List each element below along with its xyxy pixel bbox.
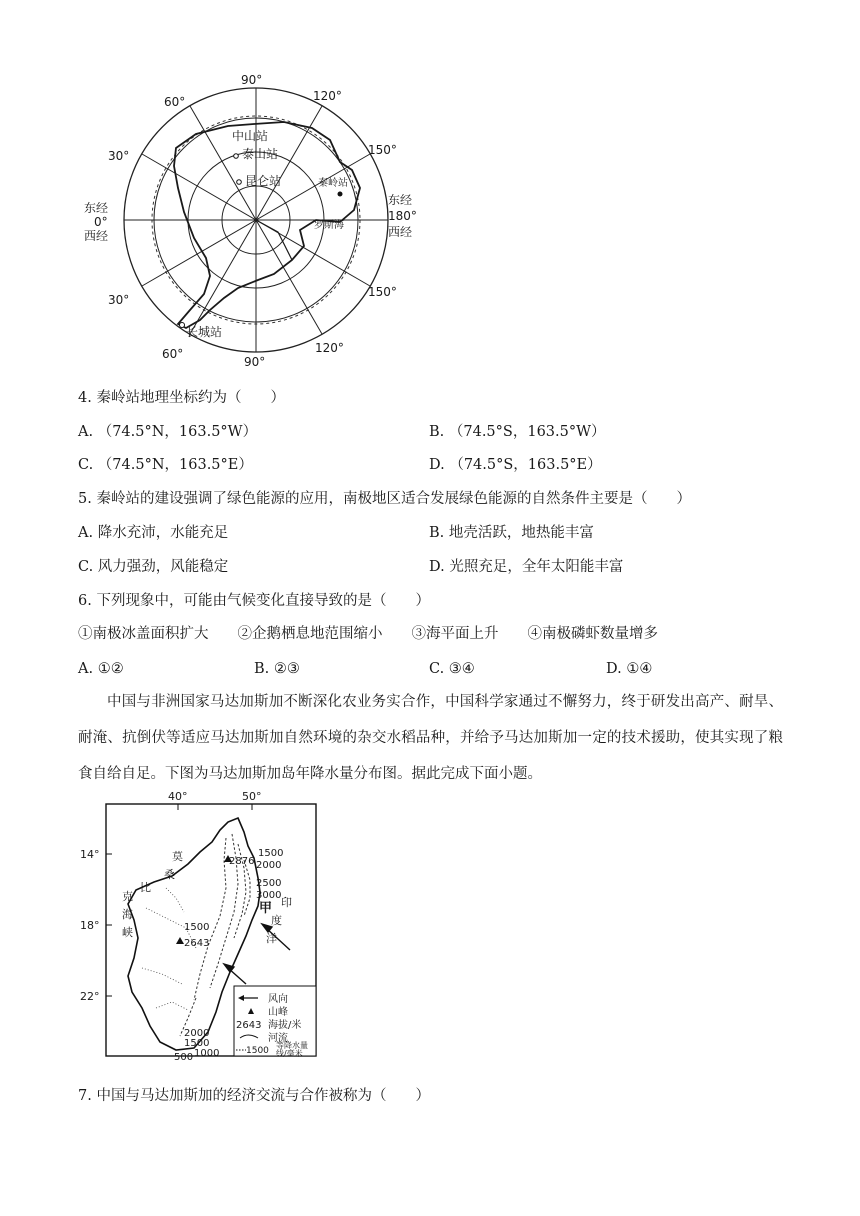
taishan-station-label: 泰山站 <box>242 147 279 161</box>
lon-label: 60° <box>162 347 184 361</box>
q4-option-d[interactable]: D. （74.5°S，163.5°E） <box>429 457 602 473</box>
isohyet-label: 2000 <box>184 1028 210 1039</box>
lon-label: 120° <box>315 341 344 355</box>
lon-label: 90° <box>241 73 263 87</box>
strait-char: 比 <box>140 881 151 894</box>
lat18-label: 18° <box>80 919 100 932</box>
changcheng-station-label: 长城站 <box>186 325 223 339</box>
legend-peak: 山峰 <box>268 1007 288 1018</box>
lon-label: 150° <box>368 143 397 157</box>
zero-label: 0° <box>94 215 108 229</box>
west-label: 西经 <box>84 229 109 243</box>
lon40-label: 40° <box>168 790 188 803</box>
legend-elev-num: 2643 <box>236 1020 262 1031</box>
q4-option-b[interactable]: B. （74.5°S，163.5°W） <box>429 424 606 440</box>
q6-option-c[interactable]: C. ③④ <box>429 661 475 677</box>
ocean-char: 度 <box>271 914 282 927</box>
lon50-label: 50° <box>242 790 262 803</box>
ocean-char: 印 <box>281 896 292 909</box>
jia-label: 甲 <box>259 901 273 916</box>
isohyet-label: 1500 <box>258 848 284 859</box>
lon-label: 60° <box>164 95 186 109</box>
lat22-label: 22° <box>80 990 100 1003</box>
east-label: 东经 <box>84 201 109 215</box>
strait-char: 克 <box>122 890 133 903</box>
peak-2876-label: 2876 <box>229 856 255 867</box>
lat14-label: 14° <box>80 848 100 861</box>
lon-label: 30° <box>108 149 130 163</box>
strait-char: 峡 <box>122 926 133 939</box>
legend-river: 河流 <box>268 1033 288 1044</box>
lon180-label: 180° <box>388 209 417 223</box>
q5-option-a[interactable]: A. 降水充沛，水能充足 <box>78 525 229 541</box>
legend-wind: 风向 <box>268 994 288 1005</box>
lon-label: 150° <box>368 285 397 299</box>
passage: 中国与非洲国家马达加斯加不断深化农业务实合作，中国科学家通过不懈努力，终于研发出高产、耐旱、耐淹、抗倒伏等适应马达加斯加自然环境的杂交水稻品种，并给予马达加斯加一定的技术援助，使其实现了粮食自给自足。下图为马达加斯加岛年降水量分布图。据此完成下面小题。 <box>78 694 783 782</box>
q6-items: ①南极冰盖面积扩大 ②企鹅栖息地范围缩小 ③海平面上升 ④南极磷虾数量增多 <box>78 626 658 642</box>
legend-iso-num: 1500 <box>246 1046 269 1056</box>
legend-iso2: 线/毫米 <box>276 1049 303 1058</box>
lon-label: 120° <box>313 89 342 103</box>
strait-char: 海 <box>122 908 133 921</box>
q7-stem: 7. 中国与马达加斯加的经济交流与合作被称为（ ） <box>78 1088 430 1104</box>
east-label: 东经 <box>388 193 413 207</box>
isohyet-label: 2500 <box>256 878 282 889</box>
q6-option-d[interactable]: D. ①④ <box>606 661 653 677</box>
q5-option-d[interactable]: D. 光照充足，全年太阳能丰富 <box>429 559 624 575</box>
ocean-char: 洋 <box>266 932 277 945</box>
strait-char: 桑 <box>164 868 175 881</box>
q6-option-a[interactable]: A. ①② <box>78 661 124 677</box>
q4-option-a[interactable]: A. （74.5°N，163.5°W） <box>78 424 258 440</box>
kunlun-station-label: 昆仑站 <box>245 174 282 188</box>
q5-option-c[interactable]: C. 风力强劲，风能稳定 <box>78 559 229 575</box>
isohyet-label: 1000 <box>194 1048 220 1059</box>
q4-stem: 4. 秦岭站地理坐标约为（ ） <box>78 390 285 406</box>
ross-sea-label: 罗斯海 <box>314 220 344 231</box>
isohyet-label: 1500 <box>184 1038 210 1049</box>
q6-option-b[interactable]: B. ②③ <box>254 661 300 677</box>
antarctica-map <box>78 70 418 370</box>
isohyet-label: 500 <box>174 1052 194 1063</box>
legend-elev: 海拔/米 <box>268 1020 302 1031</box>
madagascar-map <box>76 788 326 1063</box>
isohyet-label: 1500 <box>184 922 210 933</box>
legend-iso1: 等降水量 <box>276 1041 308 1050</box>
q6-stem: 6. 下列现象中，可能由气候变化直接导致的是（ ） <box>78 593 430 609</box>
lon-label: 30° <box>108 293 130 307</box>
q5-option-b[interactable]: B. 地壳活跃，地热能丰富 <box>429 525 594 541</box>
zhongshan-station-label: 中山站 <box>232 129 269 143</box>
lon-label: 90° <box>244 355 266 369</box>
isohyet-label: 2000 <box>256 860 282 871</box>
peak-2643-label: 2643 <box>184 938 210 949</box>
isohyet-label: 3000 <box>256 890 282 901</box>
west-label: 西经 <box>388 225 413 239</box>
strait-char: 莫 <box>172 850 183 863</box>
q5-stem: 5. 秦岭站的建设强调了绿色能源的应用，南极地区适合发展绿色能源的自然条件主要是（ ） <box>78 491 691 507</box>
qinling-station-label: 秦岭站 <box>318 178 348 189</box>
q4-option-c[interactable]: C. （74.5°N，163.5°E） <box>78 457 253 473</box>
